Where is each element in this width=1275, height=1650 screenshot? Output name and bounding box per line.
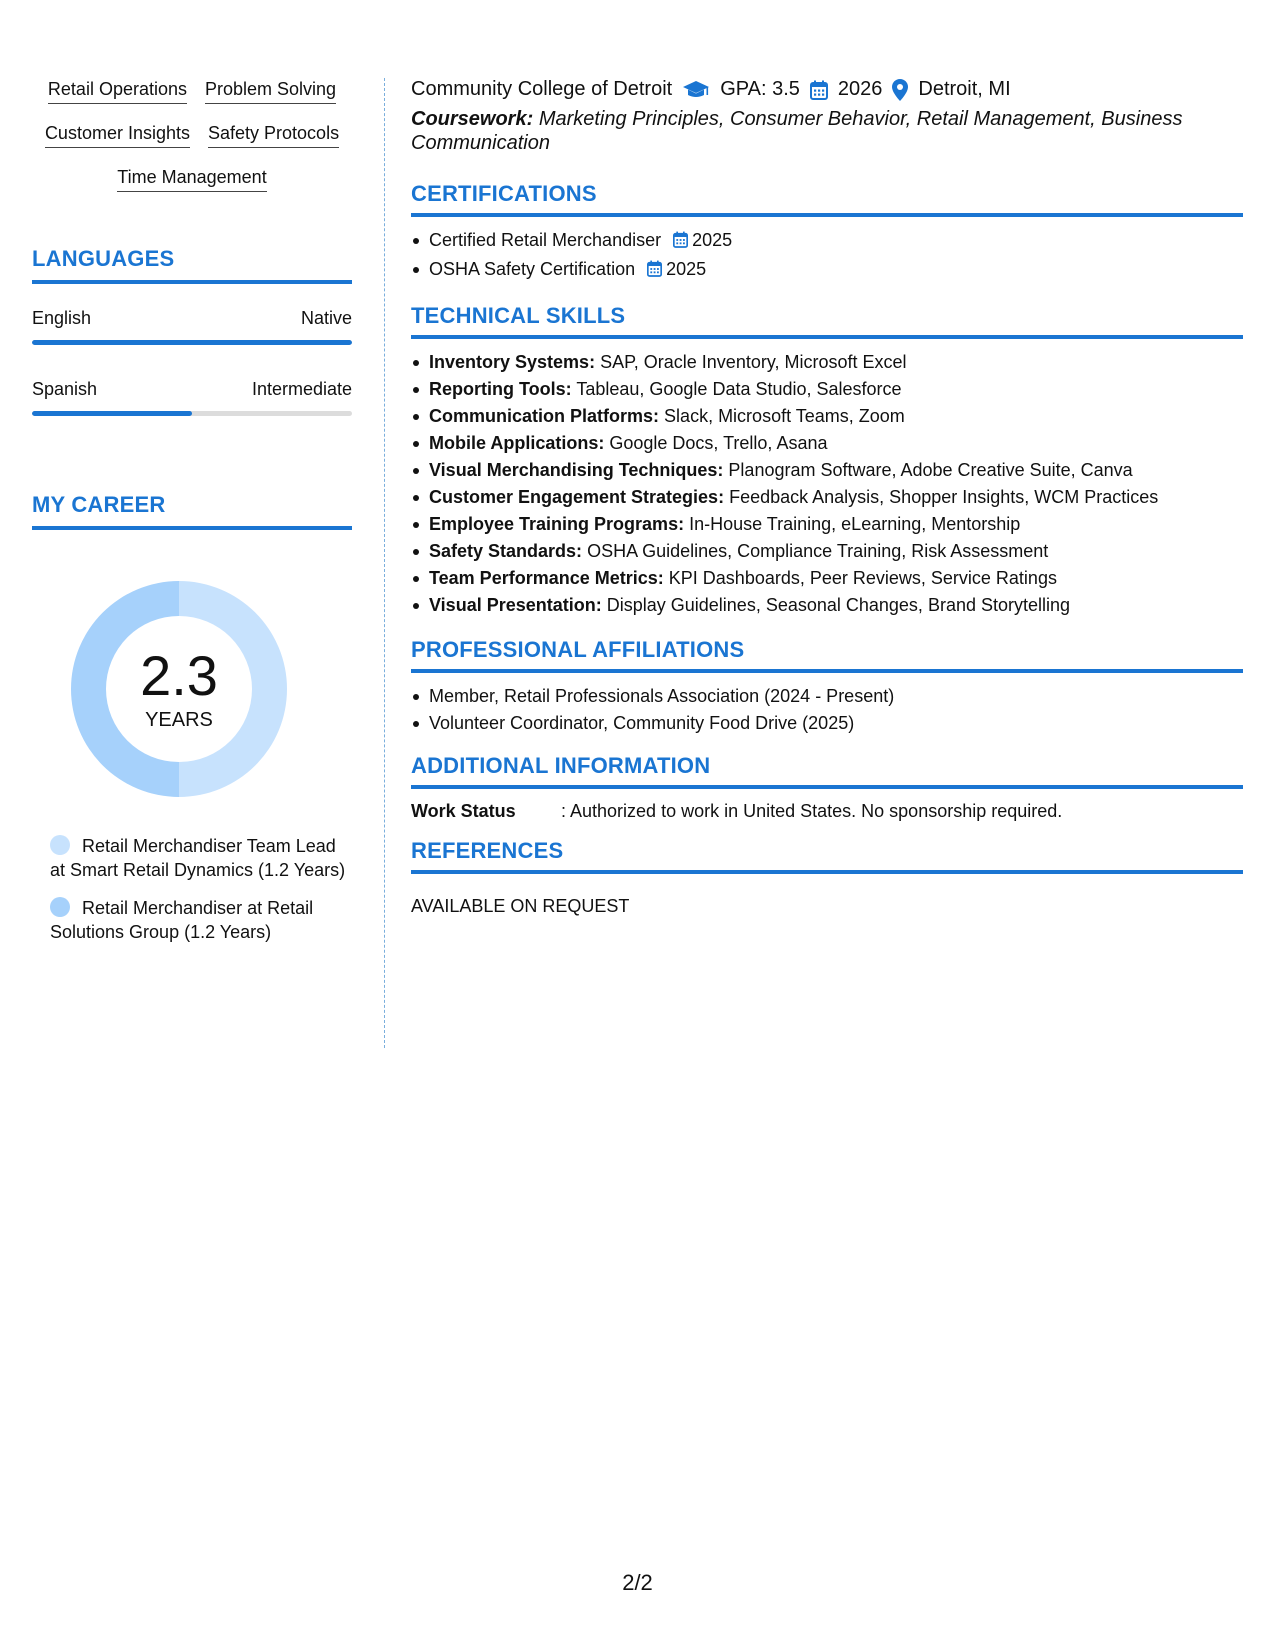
section-rule (411, 870, 1243, 874)
skill-tag: Problem Solving (205, 78, 336, 104)
skill-category: Reporting Tools: (429, 379, 572, 399)
technical-skill-item (411, 430, 1243, 457)
language-name: English (32, 308, 92, 328)
career-title: MY CAREER (32, 492, 166, 517)
career-years-unit: YEARS (145, 708, 213, 731)
school-name: Community College of Detroit (411, 78, 673, 100)
skill-values: Display Guidelines, Seasonal Changes, Brand Storytelling (606, 595, 1071, 615)
certification-name: OSHA Safety Certification (429, 259, 636, 279)
certification-year: 2025 (692, 230, 733, 250)
section-rule (411, 785, 1243, 789)
technical-skill-item (411, 457, 1243, 484)
language-bar-fill (32, 411, 192, 416)
references-text: AVAILABLE ON REQUEST (411, 896, 630, 916)
career-section (32, 492, 352, 944)
affiliations-section (411, 637, 1243, 737)
work-status-label: Work Status (411, 801, 516, 821)
technical-skills-list (411, 349, 1243, 619)
skill-tag: Safety Protocols (208, 122, 339, 148)
graduation-year: 2026 (837, 78, 883, 100)
calendar-icon (673, 229, 688, 256)
calendar-icon (810, 80, 828, 100)
skill-values: KPI Dashboards, Peer Reviews, Service Ratings (668, 568, 1057, 588)
legend-dot (50, 835, 70, 855)
technical-skill-item (411, 538, 1243, 565)
language-name: Spanish (32, 379, 98, 399)
section-rule (32, 280, 352, 284)
technical-skill-item (411, 376, 1243, 403)
technical-skill-item (411, 484, 1243, 511)
coursework-list: Marketing Principles, Consumer Behavior, Retail Management, Business Communication (411, 108, 1183, 154)
section-rule (411, 335, 1243, 339)
right-column (411, 78, 1243, 917)
skill-category: Communication Platforms: (429, 406, 660, 426)
skill-category: Inventory Systems: (429, 352, 596, 372)
skill-tag: Retail Operations (48, 78, 187, 104)
skill-values: SAP, Oracle Inventory, Microsoft Excel (600, 352, 907, 372)
language-row (32, 379, 352, 400)
career-total-years: 2.3 (140, 643, 218, 707)
legend-dot (50, 897, 70, 917)
references-section (411, 838, 1243, 917)
skill-category: Safety Standards: (429, 541, 583, 561)
section-rule (411, 213, 1243, 217)
technical-skill-item (411, 349, 1243, 376)
technical-skills-title: TECHNICAL SKILLS (411, 303, 626, 328)
additional-info-section (411, 753, 1243, 822)
additional-info-title: ADDITIONAL INFORMATION (411, 753, 711, 778)
coursework (411, 107, 1243, 155)
skill-values: Tableau, Google Data Studio, Salesforce (576, 379, 902, 399)
languages-section (32, 246, 352, 416)
certification-item (411, 256, 1243, 285)
skill-category: Team Performance Metrics: (429, 568, 664, 588)
affiliations-title: PROFESSIONAL AFFILIATIONS (411, 637, 745, 662)
section-rule (411, 669, 1243, 673)
skill-category: Mobile Applications: (429, 433, 605, 453)
affiliations-list (411, 683, 1243, 737)
career-donut-chart (66, 576, 292, 802)
skill-tag: Customer Insights (45, 122, 190, 148)
technical-skill-item (411, 403, 1243, 430)
skill-values: In-House Training, eLearning, Mentorship (689, 514, 1021, 534)
skill-values: OSHA Guidelines, Compliance Training, Risk Assessment (587, 541, 1049, 561)
language-bar (32, 411, 352, 416)
career-legend-item (50, 896, 352, 944)
language-row (32, 308, 352, 329)
affiliation-item: Volunteer Coordinator, Community Food Drive (2025) (411, 710, 1243, 737)
language-level: Native (300, 308, 352, 328)
skill-values: Feedback Analysis, Shopper Insights, WCM Practices (729, 487, 1159, 507)
school-location: Detroit, MI (918, 78, 1011, 100)
calendar-icon (647, 258, 662, 285)
location-pin-icon (892, 79, 908, 101)
work-status-value: : Authorized to work in United States. No sponsorship required. (561, 801, 1063, 821)
skills-tags (32, 78, 352, 192)
certification-year: 2025 (666, 259, 707, 279)
certifications-list (411, 227, 1243, 285)
coursework-label: Coursework: (411, 108, 534, 130)
career-legend-label: Retail Merchandiser Team Lead at Smart Retail Dynamics (1.2 Years) (50, 836, 346, 880)
references-title: REFERENCES (411, 838, 564, 863)
skill-values: Slack, Microsoft Teams, Zoom (664, 406, 905, 426)
language-bar-fill (32, 340, 352, 345)
skill-category: Visual Presentation: (429, 595, 602, 615)
certifications-title: CERTIFICATIONS (411, 181, 597, 206)
certifications-section (411, 181, 1243, 285)
donut-center (66, 576, 292, 802)
certification-name: Certified Retail Merchandiser (429, 230, 662, 250)
certification-item (411, 227, 1243, 256)
language-level: Intermediate (251, 379, 352, 399)
technical-skill-item (411, 592, 1243, 619)
graduation-cap-icon (682, 80, 710, 100)
affiliation-item: Member, Retail Professionals Association (2024 - Present) (411, 683, 1243, 710)
section-rule (32, 526, 352, 530)
technical-skill-item (411, 511, 1243, 538)
left-column (32, 78, 352, 958)
language-bar (32, 340, 352, 345)
skill-values: Planogram Software, Adobe Creative Suite, Canva (728, 460, 1133, 480)
skill-values: Google Docs, Trello, Asana (609, 433, 828, 453)
skill-category: Employee Training Programs: (429, 514, 685, 534)
skill-tag: Time Management (117, 166, 266, 192)
gpa: GPA: 3.5 (720, 78, 800, 100)
technical-skills-section (411, 303, 1243, 619)
career-legend-label: Retail Merchandiser at Retail Solutions Group (1.2 Years) (50, 898, 314, 942)
education-line (411, 78, 1243, 101)
career-legend (32, 834, 352, 944)
page-number: 2/2 (622, 1570, 653, 1595)
skill-category: Customer Engagement Strategies: (429, 487, 725, 507)
work-status-row (411, 801, 1243, 822)
column-divider (384, 78, 385, 1048)
career-legend-item (50, 834, 352, 882)
languages-title: LANGUAGES (32, 246, 175, 271)
technical-skill-item (411, 565, 1243, 592)
skill-category: Visual Merchandising Techniques: (429, 460, 724, 480)
